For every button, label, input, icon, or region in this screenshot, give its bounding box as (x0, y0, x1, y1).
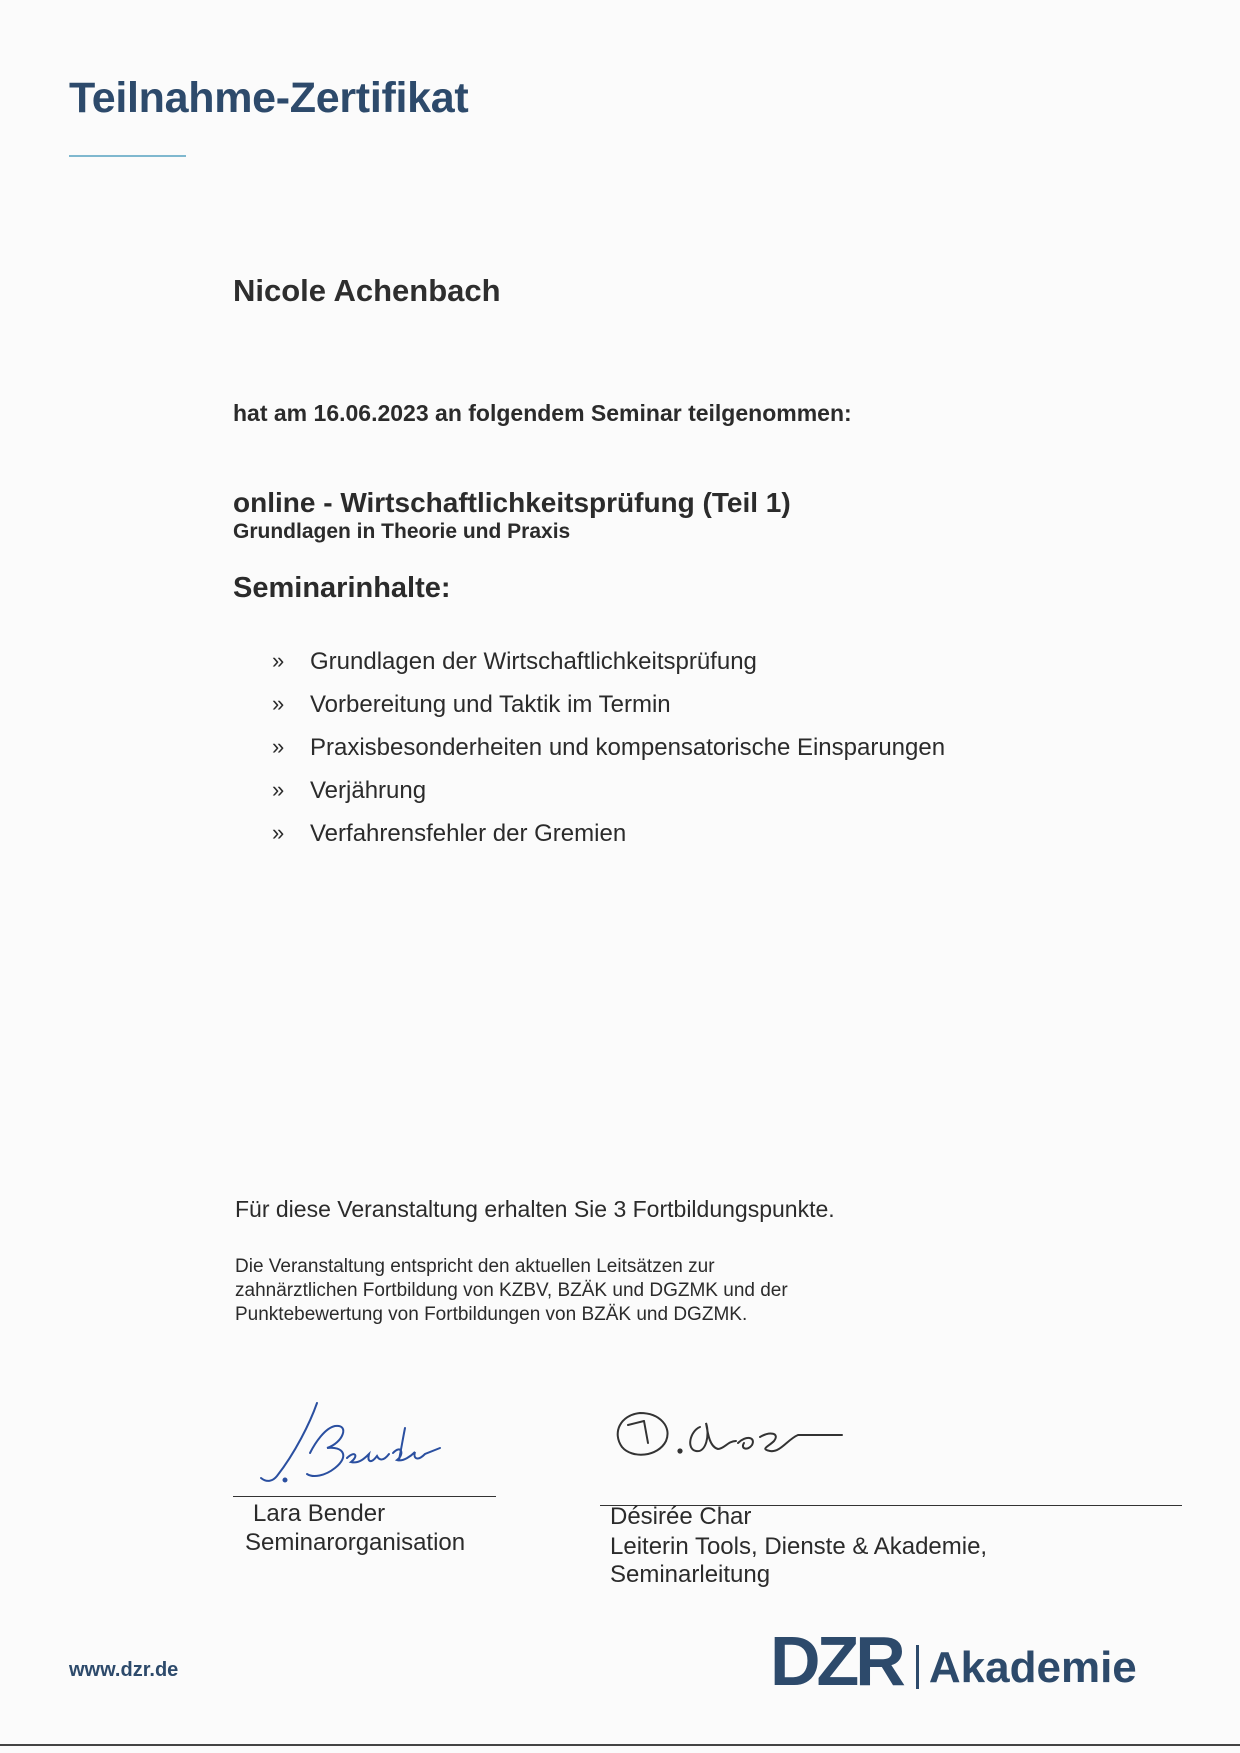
guidelines-note (235, 1255, 915, 1327)
page-bottom-edge (0, 1744, 1240, 1746)
bullet-icon: » (272, 691, 285, 716)
signature-line (233, 1496, 496, 1497)
guidelines-line: Punktebewertung von Fortbildungen von BZÄK und DGZMK. (235, 1304, 748, 1325)
seminar-title: online - Wirtschaftlichkeitsprüfung (Teil 1) (233, 487, 791, 518)
list-item-label: Praxisbesonderheiten und kompensatorische Einsparungen (310, 734, 946, 761)
signatory-name: Désirée Char (610, 1503, 752, 1530)
list-item (272, 648, 945, 691)
bullet-icon: » (272, 648, 285, 673)
logo-mark: DZR (770, 1622, 902, 1700)
logo-text: Akademie (928, 1643, 1137, 1692)
seminar-contents-list (272, 648, 945, 863)
guidelines-line: Die Veranstaltung entspricht den aktuellen Leitsätzen zur (235, 1256, 715, 1277)
list-item-label: Grundlagen der Wirtschaftlichkeitsprüfung (310, 648, 757, 675)
bullet-icon: » (272, 777, 285, 802)
list-item (272, 820, 945, 863)
bullet-icon: » (272, 820, 285, 845)
seminar-contents-heading: Seminarinhalte: (233, 572, 451, 604)
list-item (272, 734, 945, 777)
dzr-akademie-logo (770, 1622, 1137, 1700)
signatory-role-line: Seminarleitung (610, 1561, 771, 1588)
website-link[interactable]: www.dzr.de (69, 1659, 179, 1681)
certificate-title: Teilnahme-Zertifikat (69, 74, 469, 122)
list-item-label: Verfahrensfehler der Gremien (310, 820, 627, 847)
logo-divider (916, 1645, 919, 1689)
participation-statement: hat am 16.06.2023 an folgendem Seminar teilgenommen: (233, 400, 852, 426)
signatory-role (610, 1533, 987, 1589)
seminar-subtitle: Grundlagen in Theorie und Praxis (233, 520, 571, 543)
signature-char-image (610, 1405, 850, 1475)
points-statement: Für diese Veranstaltung erhalten Sie 3 Fortbildungspunkte. (235, 1196, 835, 1222)
list-item-label: Vorbereitung und Taktik im Termin (310, 691, 671, 718)
title-accent-rule (69, 155, 186, 157)
participant-name: Nicole Achenbach (233, 273, 501, 308)
signatory-role: Seminarorganisation (245, 1529, 466, 1556)
guidelines-line: zahnärztlichen Fortbildung von KZBV, BZÄK und DGZMK und der (235, 1280, 788, 1301)
bullet-icon: » (272, 734, 285, 759)
signatory-role-line: Leiterin Tools, Dienste & Akademie, (610, 1533, 988, 1560)
signatory-name: Lara Bender (253, 1500, 386, 1527)
list-item (272, 777, 945, 820)
list-item-label: Verjährung (310, 777, 427, 804)
list-item (272, 691, 945, 734)
signature-bender-image (255, 1398, 455, 1493)
